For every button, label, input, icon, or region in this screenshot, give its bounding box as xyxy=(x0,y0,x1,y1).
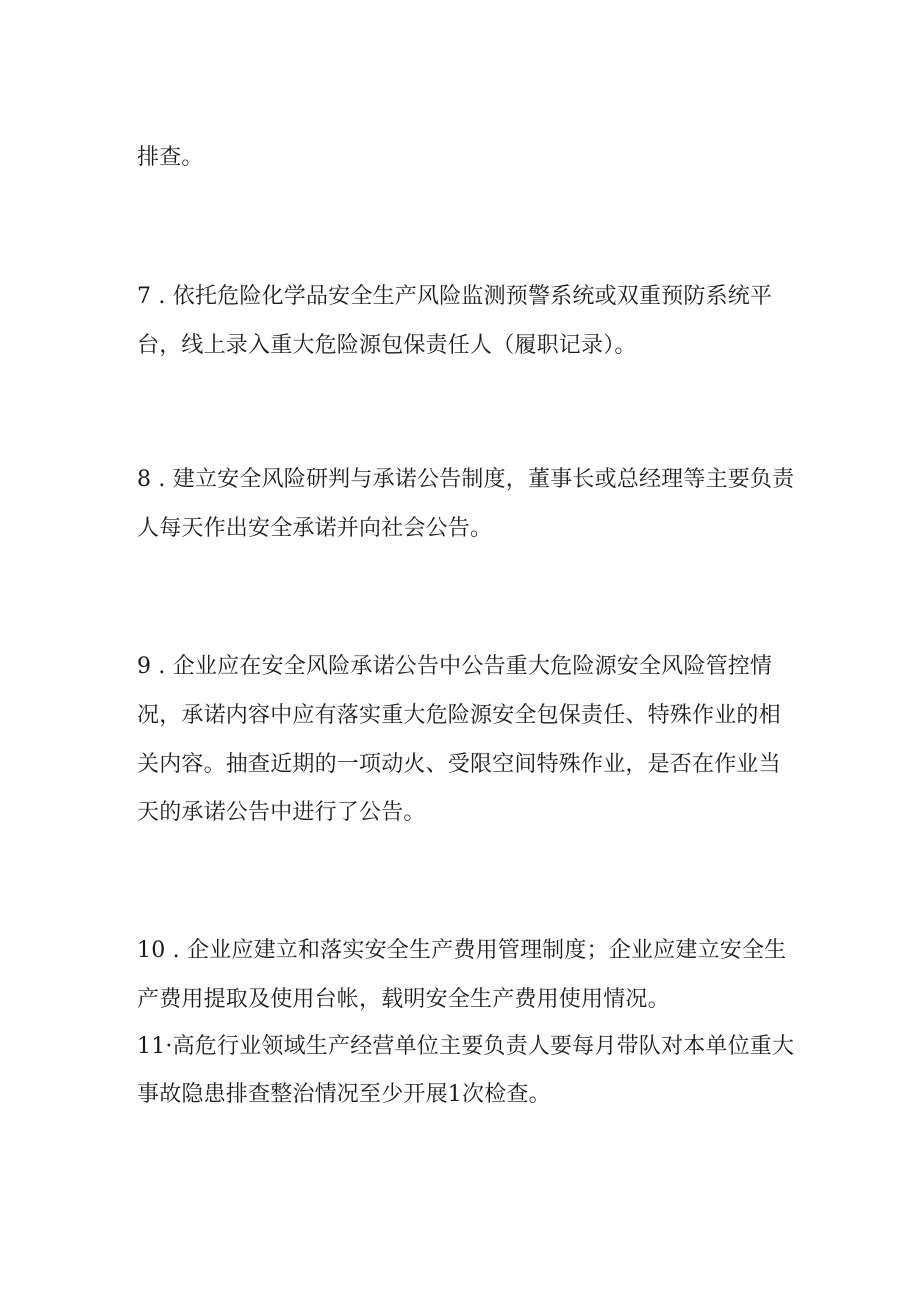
item-7-line-1: 7 . 依托危险化学品安全生产风险监测预警系统或双重预防系统平 xyxy=(137,284,773,309)
item-9-line-2: 况，承诺内容中应有落实重大危险源安全包保责任、特殊作业的相 xyxy=(137,703,781,728)
item-9-line-4: 天的承诺公告中进行了公告。 xyxy=(137,800,426,825)
paragraph-continuation-line-1: 排查。 xyxy=(137,145,204,170)
item-8-line-1: 8 . 建立安全风险研判与承诺公告制度，董事长或总经理等主要负责 xyxy=(137,467,795,492)
item-11-line-2: 事故隐患排查整治情况至少开展1次检查。 xyxy=(137,1082,551,1107)
item-8-line-2: 人每天作出安全承诺并向社会公告。 xyxy=(137,516,493,541)
item-11-line-1: 11·高危行业领域生产经营单位主要负责人要每月带队对本单位重大 xyxy=(137,1034,795,1059)
item-10-line-1: 10 . 企业应建立和落实安全生产费用管理制度；企业应建立安全生 xyxy=(137,938,787,963)
item-7-line-2: 台，线上录入重大危险源包保责任人（履职记录）。 xyxy=(137,333,637,358)
item-9-line-3: 关内容。抽查近期的一项动火、受限空间特殊作业，是否在作业当 xyxy=(137,752,781,777)
item-9-line-1: 9 . 企业应在安全风险承诺公告中公告重大危险源安全风险管控情 xyxy=(137,654,773,679)
item-10-line-2: 产费用提取及使用台帐，载明安全生产费用使用情况。 xyxy=(137,987,670,1012)
